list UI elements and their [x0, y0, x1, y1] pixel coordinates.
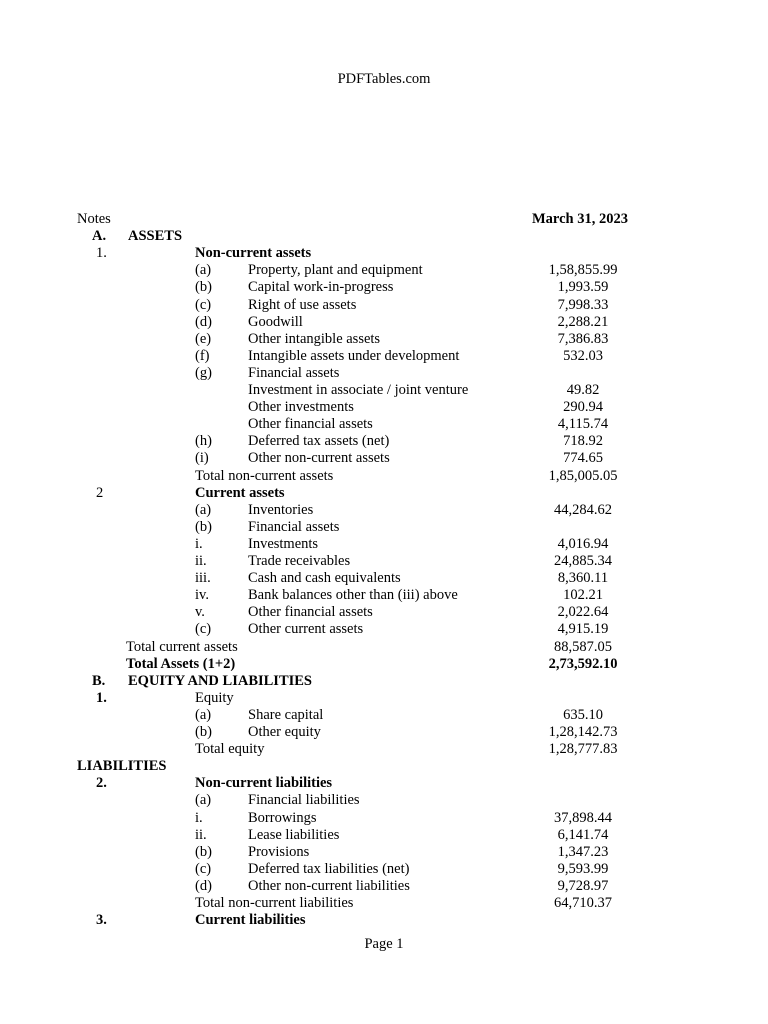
group-title: Equity — [195, 690, 234, 706]
total-value: 1,85,005.05 — [548, 468, 618, 484]
item-value: 4,915.19 — [557, 621, 609, 637]
section-letter: B. — [92, 673, 106, 689]
item-label: Borrowings — [248, 810, 317, 826]
item-value: 8,360.11 — [557, 570, 609, 586]
table-row — [0, 314, 768, 331]
table-row — [0, 348, 768, 365]
grand-total-value: 2,73,592.10 — [548, 656, 618, 672]
item-value: 1,28,142.73 — [548, 724, 618, 740]
item-label: Capital work-in-progress — [248, 279, 394, 295]
total-label: Total non-current liabilities — [195, 895, 354, 911]
item-label: Other non-current liabilities — [248, 878, 410, 894]
item-code: (e) — [195, 331, 212, 347]
group-title: Non-current assets — [195, 245, 312, 261]
table-row — [0, 707, 768, 724]
item-label: Deferred tax liabilities (net) — [248, 861, 410, 877]
table-row — [0, 297, 768, 314]
total-label: Total current assets — [126, 639, 238, 655]
item-code: (b) — [195, 279, 212, 295]
item-code: iv. — [195, 587, 209, 603]
group-heading-row — [0, 485, 768, 502]
group-heading-row — [0, 245, 768, 262]
group-title: Current liabilities — [195, 912, 306, 928]
item-code: (a) — [195, 792, 212, 808]
item-value: 9,728.97 — [557, 878, 609, 894]
item-value: 4,016.94 — [557, 536, 609, 552]
total-value: 88,587.05 — [554, 639, 612, 655]
item-value: 774.65 — [563, 450, 603, 466]
table-row — [0, 604, 768, 621]
item-label: Other equity — [248, 724, 321, 740]
item-label: Deferred tax assets (net) — [248, 433, 390, 449]
total-row — [0, 639, 768, 656]
item-value: 44,284.62 — [554, 502, 612, 518]
item-label: Other intangible assets — [248, 331, 381, 347]
item-label: Other investments — [248, 399, 354, 415]
item-code: i. — [195, 536, 203, 552]
item-value: 2,022.64 — [557, 604, 609, 620]
table-row — [0, 792, 768, 809]
total-row — [0, 741, 768, 758]
table-row — [0, 553, 768, 570]
section-row — [0, 673, 768, 690]
item-label: Right of use assets — [248, 297, 357, 313]
item-code: (b) — [195, 519, 212, 535]
table-row — [0, 365, 768, 382]
item-code: (g) — [195, 365, 212, 381]
item-code: v. — [195, 604, 205, 620]
page-footer: Page 1 — [364, 936, 404, 952]
item-value: 718.92 — [563, 433, 603, 449]
table-row — [0, 570, 768, 587]
total-label: Total non-current assets — [195, 468, 334, 484]
table-row — [0, 861, 768, 878]
item-label: Inventories — [248, 502, 314, 518]
item-value: 6,141.74 — [557, 827, 609, 843]
item-code: (a) — [195, 262, 212, 278]
item-value: 4,115.74 — [557, 416, 609, 432]
group-heading-row — [0, 775, 768, 792]
table-row — [0, 433, 768, 450]
item-label: Provisions — [248, 844, 310, 860]
item-label: Investments — [248, 536, 319, 552]
table-row — [0, 382, 768, 399]
group-number: 1. — [96, 245, 107, 261]
item-code: (d) — [195, 878, 212, 894]
item-label: Other current assets — [248, 621, 364, 637]
item-code: (f) — [195, 348, 210, 364]
table-row — [0, 878, 768, 895]
item-label: Financial liabilities — [248, 792, 360, 808]
item-code: (c) — [195, 297, 212, 313]
section-row — [0, 228, 768, 245]
table-row — [0, 844, 768, 861]
item-value: 1,58,855.99 — [548, 262, 618, 278]
item-value: 37,898.44 — [554, 810, 612, 826]
page-header: PDFTables.com — [337, 71, 431, 87]
group-number: 1. — [96, 690, 107, 706]
date-column-header: March 31, 2023 — [532, 211, 628, 227]
item-code: iii. — [195, 570, 211, 586]
group-heading-row — [0, 690, 768, 707]
item-label: Lease liabilities — [248, 827, 340, 843]
item-value: 290.94 — [563, 399, 603, 415]
table-row — [0, 502, 768, 519]
total-value: 1,28,777.83 — [548, 741, 618, 757]
item-value: 102.21 — [563, 587, 603, 603]
item-value: 1,347.23 — [557, 844, 609, 860]
table-row — [0, 724, 768, 741]
item-value: 2,288.21 — [557, 314, 609, 330]
section-title: ASSETS — [128, 228, 183, 244]
group-number: 2. — [96, 775, 107, 791]
table-row — [0, 536, 768, 553]
table-row — [0, 416, 768, 433]
table-row — [0, 450, 768, 467]
group-heading-row — [0, 912, 768, 929]
item-label: Intangible assets under development — [248, 348, 460, 364]
item-code: (c) — [195, 861, 212, 877]
table-row — [0, 399, 768, 416]
item-code: (a) — [195, 502, 212, 518]
table-row — [0, 827, 768, 844]
item-value: 49.82 — [566, 382, 600, 398]
total-row — [0, 468, 768, 485]
item-value: 24,885.34 — [554, 553, 612, 569]
item-code: (i) — [195, 450, 209, 466]
grand-total-label: Total Assets (1+2) — [126, 656, 236, 672]
item-code: (d) — [195, 314, 212, 330]
group-number: 3. — [96, 912, 107, 928]
item-value: 1,993.59 — [557, 279, 609, 295]
group-title: Current assets — [195, 485, 285, 501]
item-code: (a) — [195, 707, 212, 723]
item-code: (h) — [195, 433, 212, 449]
item-label: Trade receivables — [248, 553, 351, 569]
item-code: ii. — [195, 827, 207, 843]
item-code: (b) — [195, 724, 212, 740]
table-row — [0, 587, 768, 604]
section-title: EQUITY AND LIABILITIES — [128, 673, 312, 689]
grand-total-row — [0, 656, 768, 673]
item-code: (b) — [195, 844, 212, 860]
section-row — [0, 758, 768, 775]
item-label: Other financial assets — [248, 416, 373, 432]
table-row — [0, 519, 768, 536]
item-label: Financial assets — [248, 365, 340, 381]
item-label: Other non-current assets — [248, 450, 390, 466]
total-row — [0, 895, 768, 912]
total-label: Total equity — [195, 741, 265, 757]
group-title: Non-current liabilities — [195, 775, 333, 791]
table-row — [0, 810, 768, 827]
item-label: Cash and cash equivalents — [248, 570, 401, 586]
item-code: i. — [195, 810, 203, 826]
item-value: 7,998.33 — [557, 297, 609, 313]
item-label: Bank balances other than (iii) above — [248, 587, 458, 603]
item-value: 9,593.99 — [557, 861, 609, 877]
section-letter: A. — [92, 228, 107, 244]
table-row — [0, 262, 768, 279]
item-label: Other financial assets — [248, 604, 373, 620]
item-code: (c) — [195, 621, 212, 637]
item-label: Financial assets — [248, 519, 340, 535]
item-value: 532.03 — [563, 348, 603, 364]
liabilities-heading: LIABILITIES — [77, 758, 167, 774]
notes-column-header: Notes — [77, 211, 111, 227]
total-value: 64,710.37 — [554, 895, 612, 911]
item-value: 7,386.83 — [557, 331, 609, 347]
item-value: 635.10 — [563, 707, 603, 723]
item-label: Investment in associate / joint venture — [248, 382, 469, 398]
item-label: Goodwill — [248, 314, 303, 330]
group-number: 2 — [96, 485, 104, 501]
table-row — [0, 331, 768, 348]
item-code: ii. — [195, 553, 207, 569]
item-label: Property, plant and equipment — [248, 262, 423, 278]
item-label: Share capital — [248, 707, 324, 723]
table-row — [0, 279, 768, 296]
table-row — [0, 621, 768, 638]
table-header-row — [0, 211, 768, 228]
